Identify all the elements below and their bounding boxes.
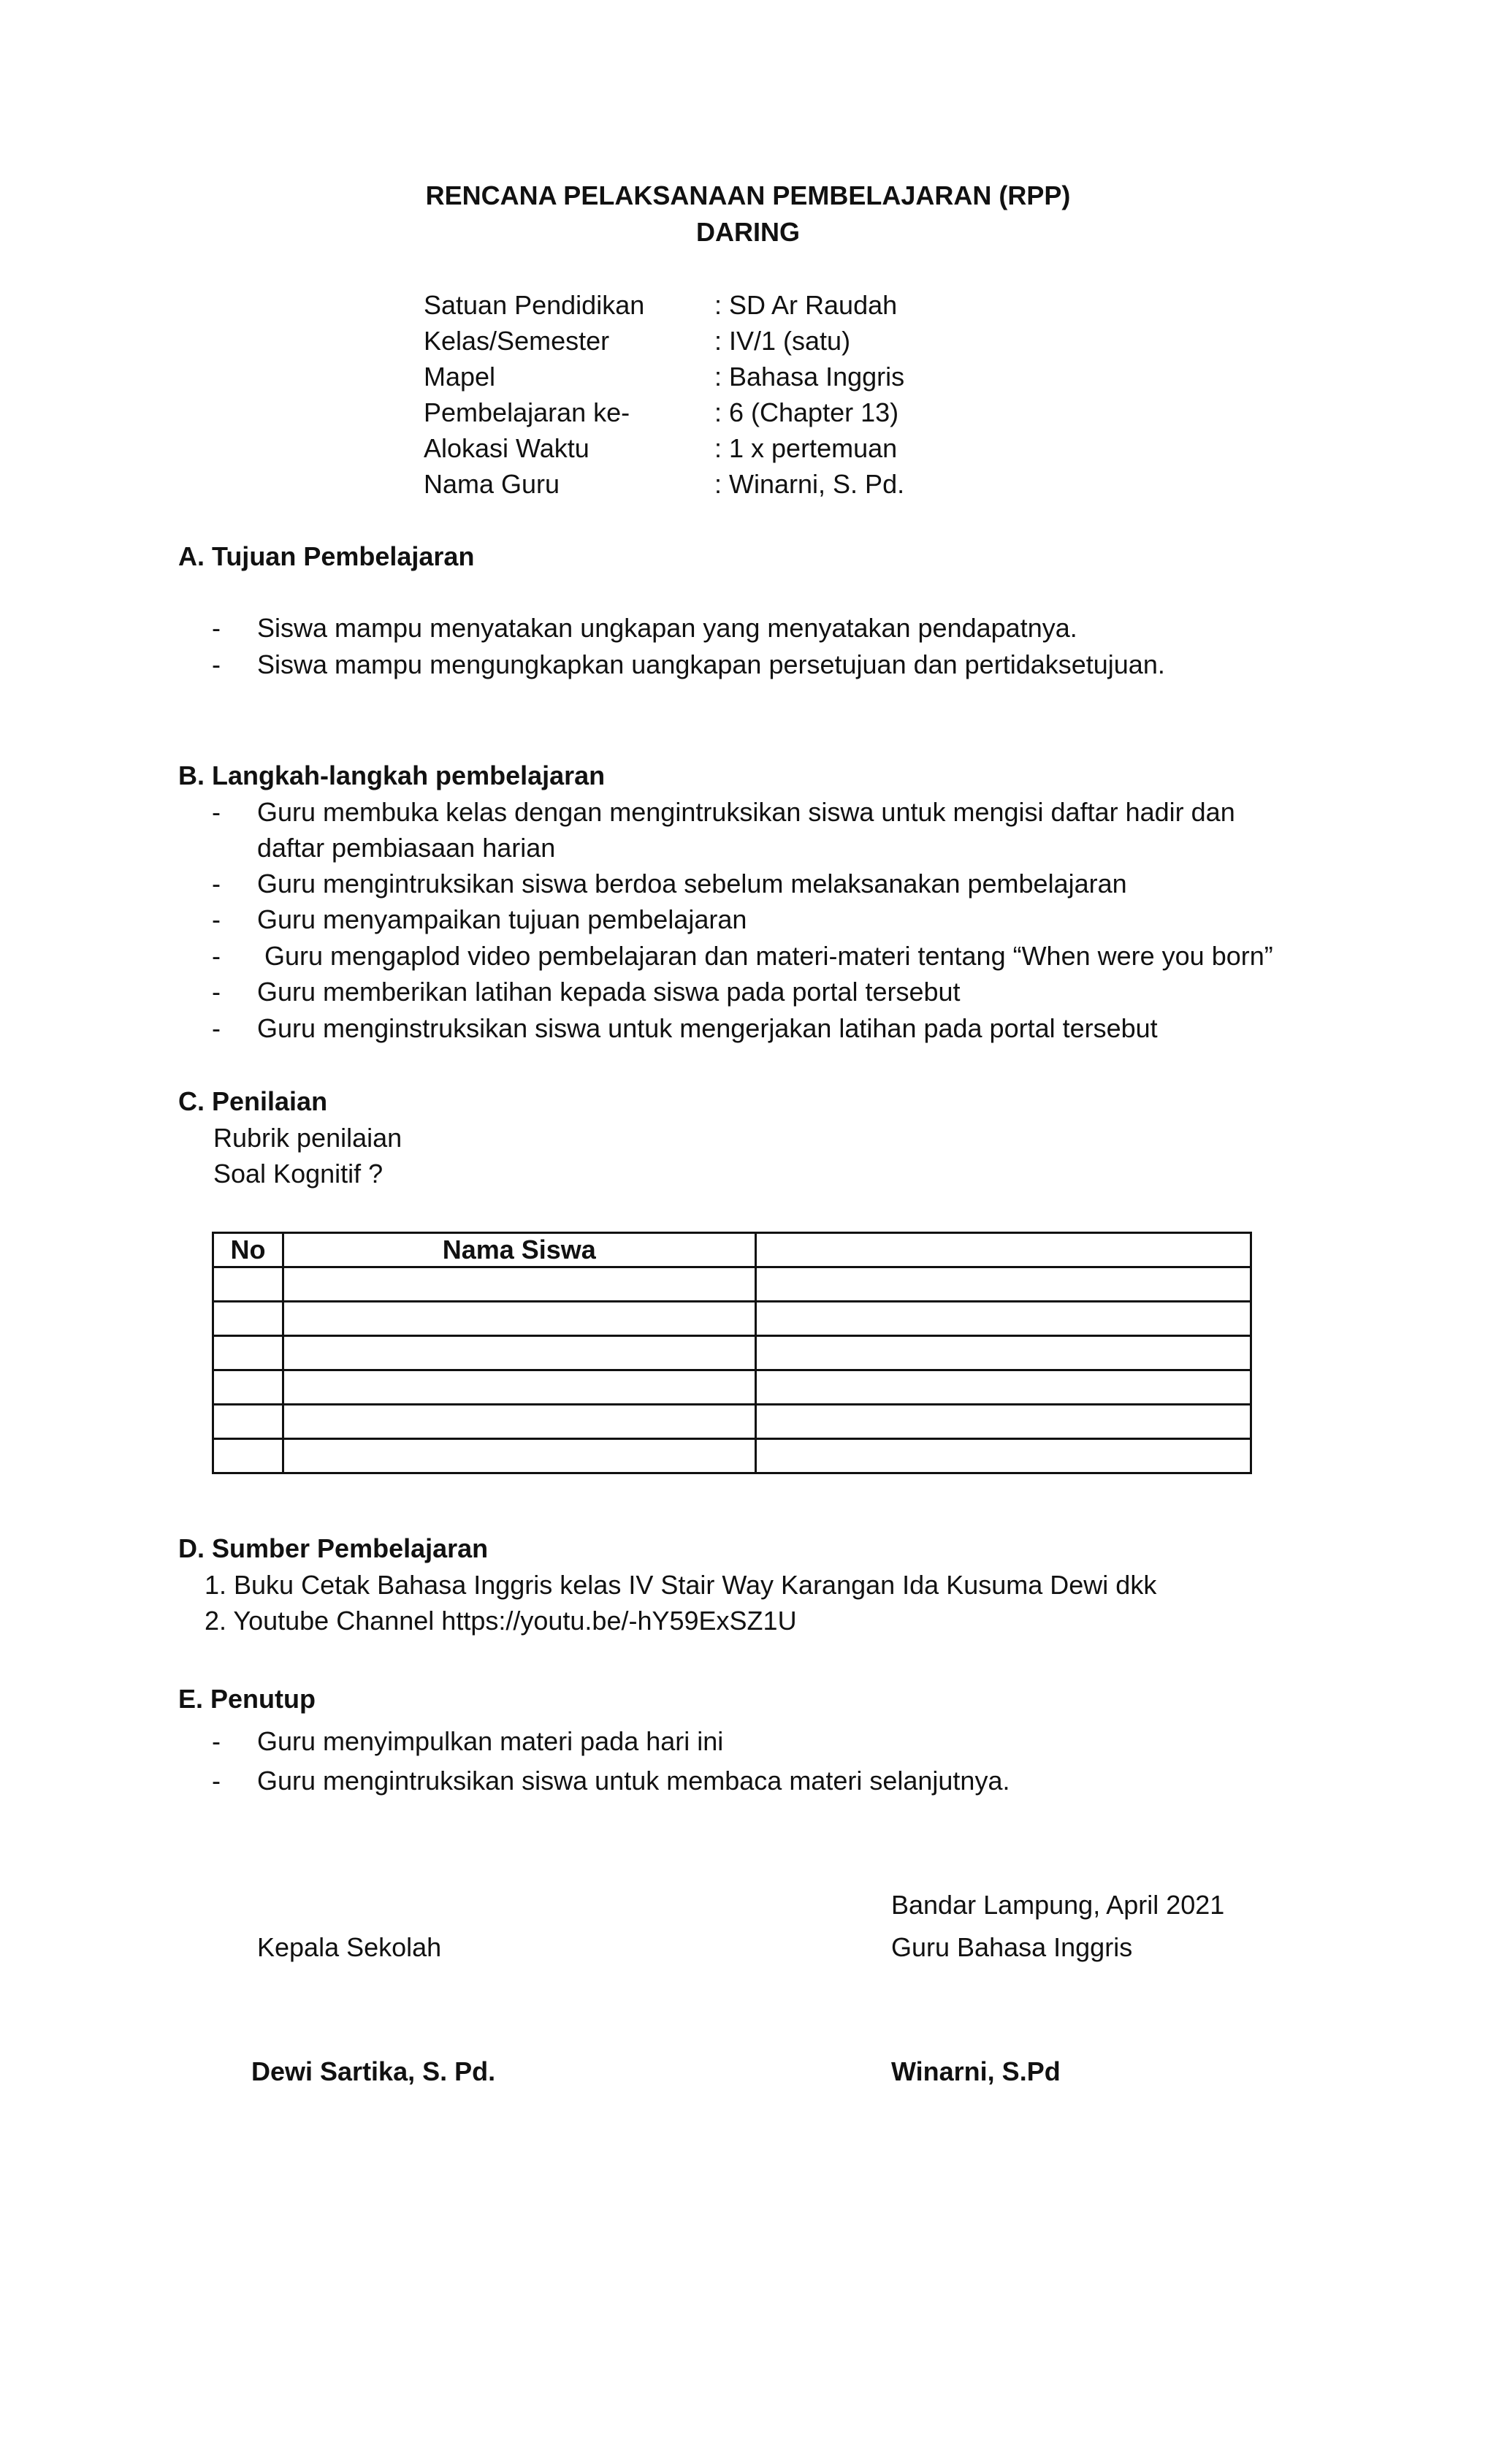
table-row [213, 1405, 1251, 1439]
list-item: Guru mengintruksikan siswa berdoa sebelum melaksanakan pembelajaran [257, 869, 1127, 899]
table-row [213, 1336, 1251, 1370]
table-cell [755, 1370, 1251, 1405]
bullet-dash: - [212, 869, 221, 899]
bullet-dash: - [212, 904, 221, 934]
source-item: 1. Buku Cetak Bahasa Inggris kelas IV Stair Way Karangan Ida Kusuma Dewi dkk [205, 1570, 1157, 1600]
right-signatory-role: Guru Bahasa Inggris [891, 1932, 1133, 1962]
list-item: Guru memberikan latihan kepada siswa pada portal tersebut [257, 977, 961, 1007]
bullet-dash: - [212, 1726, 221, 1756]
doc-subtitle: DARING [696, 217, 800, 247]
list-item: Siswa mampu menyatakan ungkapan yang menyatakan pendapatnya. [257, 613, 1077, 643]
left-signatory-name: Dewi Sartika, S. Pd. [251, 2056, 496, 2086]
table-cell [755, 1302, 1251, 1336]
table-row [213, 1439, 1251, 1473]
table-cell [283, 1336, 755, 1370]
table-cell [283, 1267, 755, 1302]
bullet-dash: - [212, 1766, 221, 1796]
list-item: Guru mengintruksikan siswa untuk membaca materi selanjutnya. [257, 1766, 1010, 1796]
table-cell [283, 1370, 755, 1405]
list-item: Siswa mampu mengungkapkan uangkapan persetujuan dan pertidaksetujuan. [257, 649, 1165, 679]
bullet-dash: - [212, 977, 221, 1007]
bullet-dash: - [212, 797, 221, 827]
rubric-table [212, 1232, 1252, 1474]
bullet-dash: - [212, 613, 221, 643]
table-cell [755, 1439, 1251, 1473]
col-no-header: No [213, 1233, 283, 1267]
info-label: Pembelajaran ke- [424, 397, 630, 427]
info-label: Satuan Pendidikan [424, 290, 645, 320]
list-item: Guru menyampaikan tujuan pembelajaran [257, 904, 747, 934]
table-cell [283, 1405, 755, 1439]
table-header-row [213, 1233, 1251, 1267]
section-a-heading: A. Tujuan Pembelajaran [178, 541, 475, 571]
table-cell [213, 1302, 283, 1336]
list-item: Guru menginstruksikan siswa untuk mengerjakan latihan pada portal tersebut [257, 1013, 1158, 1043]
table-cell [755, 1336, 1251, 1370]
table-cell [213, 1267, 283, 1302]
table-row [213, 1302, 1251, 1336]
section-e-heading: E. Penutup [178, 1684, 316, 1714]
col-name-header: Nama Siswa [283, 1233, 755, 1267]
source-item: 2. Youtube Channel https://youtu.be/-hY59ExSZ1U [205, 1606, 797, 1636]
bullet-dash: - [212, 649, 221, 679]
table-cell [755, 1267, 1251, 1302]
table-cell [283, 1302, 755, 1336]
info-label: Alokasi Waktu [424, 433, 589, 463]
table-cell [213, 1405, 283, 1439]
section-d-heading: D. Sumber Pembelajaran [178, 1533, 489, 1563]
table-row [213, 1267, 1251, 1302]
info-value: : IV/1 (satu) [714, 326, 851, 356]
info-value: : 1 x pertemuan [714, 433, 898, 463]
bullet-dash: - [212, 941, 221, 971]
table-cell [213, 1370, 283, 1405]
info-value: : 6 (Chapter 13) [714, 397, 899, 427]
table-cell [213, 1336, 283, 1370]
list-item: Guru menyimpulkan materi pada hari ini [257, 1726, 724, 1756]
col-extra-header [755, 1233, 1251, 1267]
info-value: : Winarni, S. Pd. [714, 469, 905, 499]
table-row [213, 1370, 1251, 1405]
cognitive-label: Soal Kognitif ? [213, 1159, 383, 1189]
info-value: : SD Ar Raudah [714, 290, 898, 320]
table-cell [283, 1439, 755, 1473]
right-signatory-name: Winarni, S.Pd [891, 2056, 1061, 2086]
info-label: Kelas/Semester [424, 326, 610, 356]
table-cell [755, 1405, 1251, 1439]
place-date: Bandar Lampung, April 2021 [891, 1890, 1225, 1920]
list-item-continuation: daftar pembiasaan harian [257, 833, 556, 863]
info-label: Nama Guru [424, 469, 560, 499]
section-c-heading: C. Penilaian [178, 1086, 328, 1116]
doc-title: RENCANA PELAKSANAAN PEMBELAJARAN (RPP) [425, 180, 1071, 210]
table-cell [213, 1439, 283, 1473]
left-signatory-role: Kepala Sekolah [257, 1932, 442, 1962]
list-item: Guru membuka kelas dengan mengintruksikan siswa untuk mengisi daftar hadir dan [257, 797, 1235, 827]
list-item: Guru mengaplod video pembelajaran dan materi-materi tentang “When were you born” [264, 941, 1273, 971]
rubric-label: Rubrik penilaian [213, 1123, 402, 1153]
info-value: : Bahasa Inggris [714, 362, 905, 392]
section-b-heading: B. Langkah-langkah pembelajaran [178, 760, 606, 790]
bullet-dash: - [212, 1013, 221, 1043]
info-label: Mapel [424, 362, 496, 392]
